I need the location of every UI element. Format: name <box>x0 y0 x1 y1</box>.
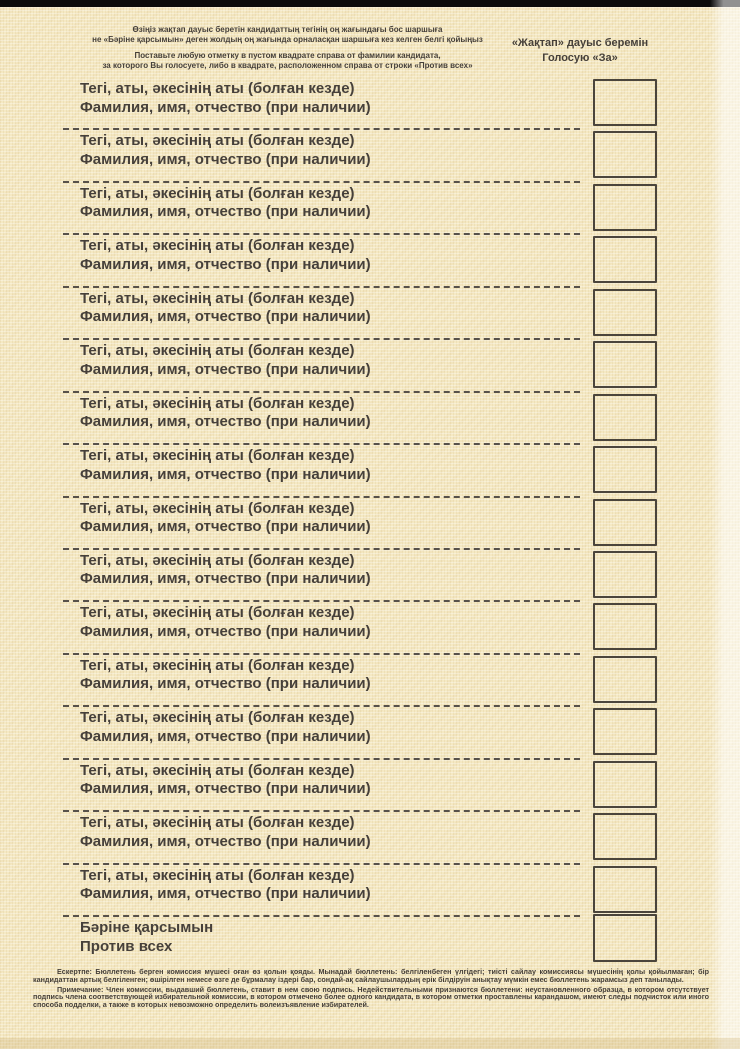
candidate-label-kk: Тегі, аты, әкесінің аты (болған кезде) <box>80 394 355 412</box>
candidate-label-ru: Фамилия, имя, отчество (при наличии) <box>80 255 371 273</box>
vote-checkbox[interactable] <box>593 131 657 178</box>
against-all-row <box>0 914 740 966</box>
vote-checkbox[interactable] <box>593 499 657 546</box>
candidate-row <box>0 78 740 130</box>
candidate-name-placeholder <box>80 80 371 117</box>
scan-artifact-bottom-edge <box>0 1038 740 1049</box>
candidate-label-ru: Фамилия, имя, отчество (при наличии) <box>80 203 371 221</box>
candidate-name-placeholder <box>80 657 371 694</box>
candidate-name-placeholder <box>80 867 371 904</box>
vote-checkbox[interactable] <box>593 708 657 755</box>
candidate-label-kk: Тегі, аты, әкесінің аты (болған кезде) <box>80 551 355 569</box>
footnote-ru: Примечание: Член комиссии, выдавший бюллетень, ставит в нем свою подпись. Недействительными признаются бюллетени: неустановленного образца, в котором отсутствует подпись члена соответствующей избирательной комиссии, в котором отмечено более одного кандидата, в котором отметки проставлены карандашом, имеют следы подчисток или иного способа подделки, а также в которых невозможно определить волеизъявление избирателей. <box>33 984 709 1010</box>
candidate-row <box>0 393 740 445</box>
vote-checkbox[interactable] <box>593 79 657 126</box>
candidate-row <box>0 288 740 340</box>
candidate-label-kk: Тегі, аты, әкесінің аты (болған кезде) <box>80 447 355 465</box>
candidate-name-placeholder <box>80 132 371 169</box>
candidate-name-placeholder <box>80 552 371 589</box>
candidate-label-kk: Тегі, аты, әкесінің аты (болған кезде) <box>80 237 355 255</box>
candidate-label-kk: Тегі, аты, әкесінің аты (болған кезде) <box>80 342 355 360</box>
candidate-label-kk: Тегі, аты, әкесінің аты (болған кезде) <box>80 604 355 622</box>
candidate-row <box>0 445 740 497</box>
candidate-label-ru: Фамилия, имя, отчество (при наличии) <box>80 465 371 483</box>
candidate-label-ru: Фамилия, имя, отчество (при наличии) <box>80 360 371 378</box>
candidate-label-ru: Фамилия, имя, отчество (при наличии) <box>80 780 371 798</box>
instruction-kk-line2: не «Бәріне қарсымын» деген жолдың оң жағында орналасқан шаршыға кез келген белгі қойыңыз <box>92 34 483 44</box>
vote-for-label-kk: «Жақтап» дауыс беремін <box>511 37 649 49</box>
candidate-row <box>0 183 740 235</box>
candidate-name-placeholder <box>80 237 371 274</box>
candidate-label-kk: Тегі, аты, әкесінің аты (болған кезде) <box>80 499 355 517</box>
candidate-name-placeholder <box>80 447 371 484</box>
candidate-name-placeholder <box>80 185 371 222</box>
candidate-row <box>0 865 740 917</box>
against-all-label <box>80 919 213 956</box>
candidate-label-kk: Тегі, аты, әкесінің аты (болған кезде) <box>80 656 355 674</box>
vote-checkbox[interactable] <box>593 394 657 441</box>
vote-for-header <box>505 36 655 66</box>
vote-checkbox[interactable] <box>593 446 657 493</box>
candidate-row <box>0 707 740 759</box>
vote-checkbox[interactable] <box>593 866 657 913</box>
scan-artifact-top-bar <box>0 0 740 7</box>
candidate-label-ru: Фамилия, имя, отчество (при наличии) <box>80 675 371 693</box>
candidate-label-kk: Тегі, аты, әкесінің аты (болған кезде) <box>80 184 355 202</box>
candidate-name-placeholder <box>80 762 371 799</box>
candidate-label-ru: Фамилия, имя, отчество (при наличии) <box>80 308 371 326</box>
candidate-label-ru: Фамилия, имя, отчество (при наличии) <box>80 727 371 745</box>
instruction-ru-line2: за которого Вы голосуете, либо в квадрате, расположенном справа от строки «Против всех» <box>102 60 473 70</box>
candidate-row <box>0 760 740 812</box>
candidate-label-kk: Тегі, аты, әкесінің аты (болған кезде) <box>80 814 355 832</box>
candidate-name-placeholder <box>80 500 371 537</box>
vote-checkbox[interactable] <box>593 656 657 703</box>
candidate-row <box>0 550 740 602</box>
candidate-name-placeholder <box>80 342 371 379</box>
against-all-checkbox[interactable] <box>593 914 657 962</box>
vote-checkbox[interactable] <box>593 289 657 336</box>
footnote <box>33 968 709 1011</box>
instruction-ru-line1: Поставьте любую отметку в пустом квадрате справа от фамилии кандидата, <box>134 51 441 60</box>
vote-for-label-ru: Голосую «За» <box>542 52 618 64</box>
candidate-row <box>0 498 740 550</box>
candidate-label-ru: Фамилия, имя, отчество (при наличии) <box>80 413 371 431</box>
voting-instructions-ru <box>45 51 530 70</box>
candidate-label-ru: Фамилия, имя, отчество (при наличии) <box>80 570 371 588</box>
candidate-row <box>0 235 740 287</box>
voting-instructions <box>45 25 530 77</box>
vote-checkbox[interactable] <box>593 236 657 283</box>
candidate-label-ru: Фамилия, имя, отчество (при наличии) <box>80 518 371 535</box>
candidate-row <box>0 130 740 182</box>
candidate-label-kk: Тегі, аты, әкесінің аты (болған кезде) <box>80 866 355 884</box>
candidate-name-placeholder <box>80 290 371 327</box>
candidate-label-kk: Тегі, аты, әкесінің аты (болған кезде) <box>80 709 355 727</box>
vote-checkbox[interactable] <box>593 761 657 808</box>
vote-checkbox[interactable] <box>593 603 657 650</box>
candidate-name-placeholder <box>80 604 371 641</box>
candidate-label-ru: Фамилия, имя, отчество (при наличии) <box>80 622 371 640</box>
candidate-row <box>0 655 740 707</box>
voting-instructions-kk <box>45 25 530 44</box>
candidate-name-placeholder <box>80 709 371 746</box>
candidate-label-ru: Фамилия, имя, отчество (при наличии) <box>80 150 371 168</box>
candidate-row <box>0 812 740 864</box>
against-all-label-kk: Бәріне қарсымын <box>80 919 214 936</box>
candidate-label-ru: Фамилия, имя, отчество (при наличии) <box>80 98 371 116</box>
candidate-name-placeholder <box>80 395 371 432</box>
candidate-label-kk: Тегі, аты, әкесінің аты (болған кезде) <box>80 761 355 779</box>
candidate-label-kk: Тегі, аты, әкесінің аты (болған кезде) <box>80 132 355 150</box>
candidate-label-ru: Фамилия, имя, отчество (при наличии) <box>80 832 371 850</box>
candidate-label-ru: Фамилия, имя, отчество (при наличии) <box>80 885 371 903</box>
candidate-row <box>0 340 740 392</box>
candidate-label-kk: Тегі, аты, әкесінің аты (болған кезде) <box>80 80 355 97</box>
candidate-row <box>0 602 740 654</box>
candidate-label-kk: Тегі, аты, әкесінің аты (болған кезде) <box>80 289 355 307</box>
against-all-label-ru: Против всех <box>80 937 173 955</box>
candidate-list <box>0 78 740 917</box>
vote-checkbox[interactable] <box>593 341 657 388</box>
instruction-kk-line1: Өзіңіз жақтап дауыс беретін кандидаттың тегінің оң жағындағы бос шаршыға <box>132 25 443 34</box>
vote-checkbox[interactable] <box>593 551 657 598</box>
vote-checkbox[interactable] <box>593 813 657 860</box>
candidate-name-placeholder <box>80 814 371 851</box>
footnote-kk: Ескертпе: Бюллетень берген комиссия мүшесі оған өз қолын қояды. Мынадай бюллетень: белгіленбеген үлгідегі; тиісті сайлау комиссиясы мүшесінің қолы қойылмаған; бір кандидаттан артық белгіленген; өшірілген немесе өзге де бұрмалау іздері бар, сондай-ақ сайлаушылардың ерік білдіруін анықтау мүмкін емес бюллетень жарамсыз деп танылады. <box>33 967 709 984</box>
vote-checkbox[interactable] <box>593 184 657 231</box>
